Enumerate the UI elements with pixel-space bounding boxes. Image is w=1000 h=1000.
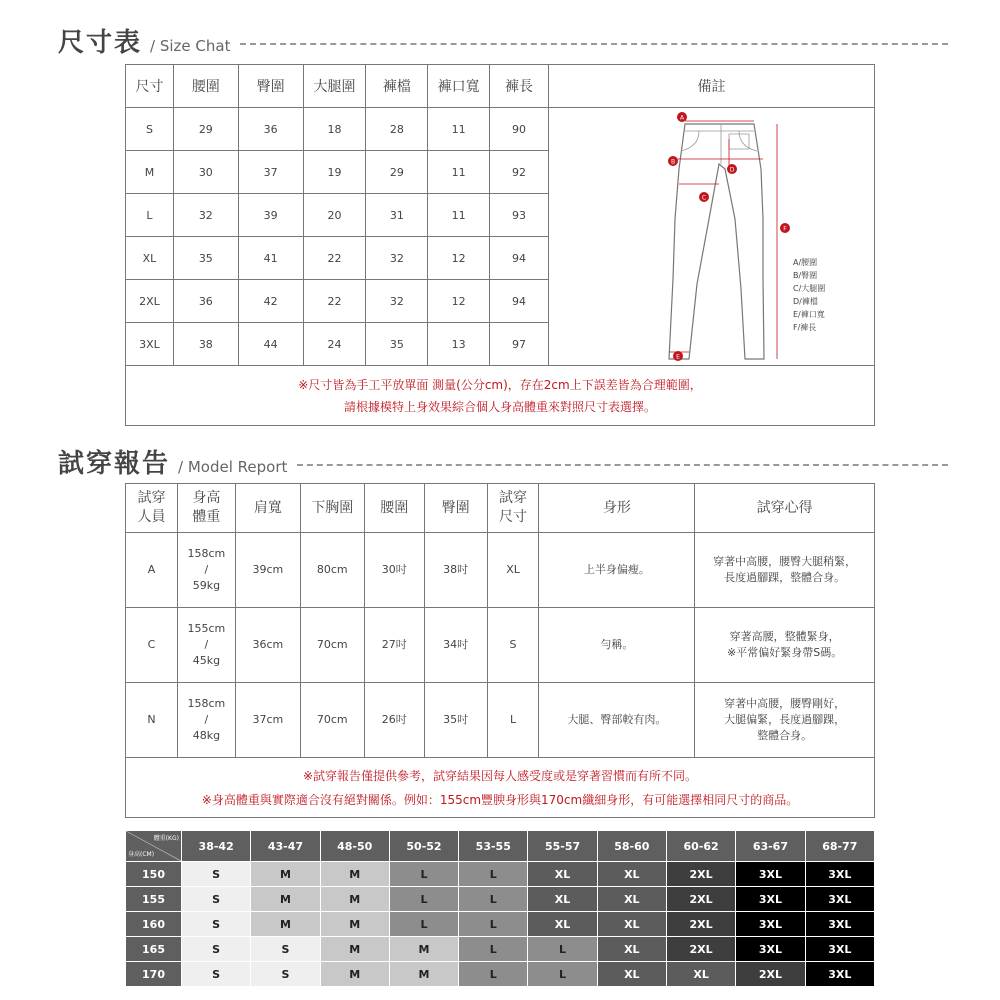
size-subtitle: / Size Chat: [150, 37, 231, 55]
header-line: 試穿: [499, 490, 528, 506]
svg-text:E: E: [676, 353, 680, 360]
table-row: [126, 366, 875, 426]
size-cell: 24: [303, 323, 366, 366]
size-cell: L: [126, 194, 174, 237]
model-sep: /: [204, 638, 209, 651]
weight-range: 43-47: [251, 831, 320, 862]
model-header-cell: [177, 484, 235, 533]
diagram-cell: [548, 108, 874, 366]
recommended-size: L: [459, 887, 528, 912]
table-row: [126, 758, 875, 818]
recommended-size: M: [320, 937, 389, 962]
recommended-size: M: [320, 887, 389, 912]
recommended-size: L: [459, 937, 528, 962]
recommended-size: XL: [528, 912, 597, 937]
table-row: [126, 683, 875, 758]
recommended-size: M: [251, 862, 320, 887]
header-line: 身形: [602, 499, 631, 516]
recommended-size: M: [389, 937, 458, 962]
size-cell: 36: [238, 108, 303, 151]
size-cell: 36: [173, 280, 238, 323]
recommended-size: S: [182, 937, 251, 962]
model-title: 試穿報告: [58, 449, 171, 479]
model-hip: 34吋: [424, 608, 487, 683]
legend-item: C/大腿圍: [793, 284, 826, 293]
measure-marker-e: [673, 351, 683, 361]
recommended-size: S: [182, 912, 251, 937]
header-line: 下胸圍: [311, 499, 354, 516]
measure-marker-f: [780, 223, 790, 233]
size-cell: 20: [303, 194, 366, 237]
recommended-size: S: [182, 887, 251, 912]
recommended-size: L: [389, 887, 458, 912]
size-cell: 2XL: [126, 280, 174, 323]
recommended-size: XL: [666, 962, 735, 987]
size-cell: 29: [173, 108, 238, 151]
weight-range: 38-42: [182, 831, 251, 862]
size-cell: 97: [490, 323, 549, 366]
size-cell: 12: [428, 280, 490, 323]
height-value: 150: [126, 862, 182, 887]
model-section-title: [58, 443, 948, 480]
weight-range: 60-62: [666, 831, 735, 862]
comment-line: 大腿偏緊，長度過腳踝，: [724, 713, 846, 726]
model-comment: [695, 683, 875, 758]
size-header-cell: 褲口寬: [428, 65, 490, 108]
table-row: [126, 608, 875, 683]
recommended-size: XL: [597, 912, 666, 937]
table-row: [126, 533, 875, 608]
title-divider: [297, 464, 948, 466]
model-weight: 59kg: [192, 579, 221, 592]
size-cell: 32: [366, 237, 428, 280]
size-cell: 12: [428, 237, 490, 280]
weight-range: 53-55: [459, 831, 528, 862]
model-header-cell: [539, 484, 695, 533]
size-header-cell: 腰圍: [173, 65, 238, 108]
model-shape: 大腿、臀部較有肉。: [539, 683, 695, 758]
model-table: [125, 483, 875, 818]
recommended-size: L: [389, 912, 458, 937]
table-row: [126, 887, 875, 912]
recommended-size: L: [459, 962, 528, 987]
size-header-cell: 備註: [548, 65, 874, 108]
recommended-size: 2XL: [666, 937, 735, 962]
recommended-size: XL: [528, 887, 597, 912]
svg-text:C: C: [701, 194, 707, 201]
height-value: 155: [126, 887, 182, 912]
model-header-cell: [487, 484, 539, 533]
header-line: 肩寬: [253, 499, 282, 516]
model-note-line: ※試穿報告僅提供參考，試穿結果因每人感受度或是穿著習慣而有所不同。: [302, 768, 698, 783]
recommended-size: L: [389, 862, 458, 887]
model-chest: 80cm: [300, 533, 364, 608]
size-cell: 92: [490, 151, 549, 194]
model-size: L: [487, 683, 539, 758]
header-line: 腰圍: [380, 499, 409, 516]
recommended-size: XL: [597, 887, 666, 912]
model-waist: 26吋: [364, 683, 424, 758]
table-row: [126, 831, 875, 862]
size-cell: 38: [173, 323, 238, 366]
diagram-legend: [793, 256, 825, 334]
header-line: 尺寸: [499, 509, 528, 525]
measure-marker-d: [727, 164, 737, 174]
recommended-size: 2XL: [736, 962, 805, 987]
model-header-cell: [364, 484, 424, 533]
recommended-size: L: [528, 962, 597, 987]
size-cell: 37: [238, 151, 303, 194]
recommended-size: 2XL: [666, 887, 735, 912]
comment-line: 穿著高腰，整體緊身，: [729, 630, 840, 643]
model-sep: /: [204, 713, 209, 726]
recommended-size: 3XL: [736, 862, 805, 887]
header-line: 人員: [137, 509, 166, 525]
header-line: 臀圍: [441, 499, 470, 516]
model-header-cell: [235, 484, 300, 533]
model-height: 155cm: [187, 622, 226, 635]
recommended-size: 3XL: [805, 887, 874, 912]
recommended-size: 3XL: [805, 912, 874, 937]
svg-text:F: F: [783, 225, 787, 232]
model-size: XL: [487, 533, 539, 608]
legend-item: E/褲口寬: [793, 310, 825, 319]
header-line: 試穿: [137, 490, 166, 506]
recommended-size: 3XL: [736, 937, 805, 962]
recommended-size: M: [251, 912, 320, 937]
model-sep: /: [204, 563, 209, 576]
model-height: 158cm: [187, 547, 226, 560]
model-size: S: [487, 608, 539, 683]
model-shoulder: 37cm: [235, 683, 300, 758]
recommended-size: M: [320, 912, 389, 937]
size-cell: 11: [428, 151, 490, 194]
model-name: A: [126, 533, 178, 608]
recommended-size: L: [459, 912, 528, 937]
model-header-cell: [695, 484, 875, 533]
table-row: [126, 108, 875, 151]
model-height-weight: [177, 533, 235, 608]
size-cell: 35: [173, 237, 238, 280]
legend-item: D/褲檔: [793, 297, 818, 306]
model-shoulder: 36cm: [235, 608, 300, 683]
weight-range: 55-57: [528, 831, 597, 862]
comment-line: ※平常偏好緊身帶S碼。: [727, 646, 843, 659]
model-chest: 70cm: [300, 608, 364, 683]
title-divider: [240, 43, 948, 45]
size-cell: 94: [490, 237, 549, 280]
weight-range: 48-50: [320, 831, 389, 862]
size-header-cell: 褲檔: [366, 65, 428, 108]
model-shape: 勻稱。: [539, 608, 695, 683]
legend-item: F/褲長: [793, 323, 817, 332]
size-cell: 44: [238, 323, 303, 366]
size-cell: 13: [428, 323, 490, 366]
recommended-size: 2XL: [666, 862, 735, 887]
recommended-size: L: [459, 862, 528, 887]
model-chest: 70cm: [300, 683, 364, 758]
table-row: [126, 862, 875, 887]
measure-marker-c: [699, 192, 709, 202]
model-header-cell: [300, 484, 364, 533]
recommended-size: M: [320, 862, 389, 887]
comment-line: 整體合身。: [757, 729, 813, 742]
model-height: 158cm: [187, 697, 226, 710]
header-line: 身高: [192, 490, 221, 506]
model-waist: 27吋: [364, 608, 424, 683]
size-table: [125, 64, 875, 426]
size-cell: 32: [366, 280, 428, 323]
size-cell: 22: [303, 280, 366, 323]
size-cell: 31: [366, 194, 428, 237]
measure-marker-b: [668, 156, 678, 166]
model-note: [126, 758, 875, 818]
size-cell: 93: [490, 194, 549, 237]
size-note-line: 請根據模特上身效果綜合個人身高體重來對照尺寸表選擇。: [343, 399, 656, 414]
model-weight: 48kg: [192, 729, 221, 742]
recommended-size: S: [251, 962, 320, 987]
model-waist: 30吋: [364, 533, 424, 608]
recommended-size: XL: [597, 937, 666, 962]
comment-line: 長度過腳踝，整體合身。: [724, 571, 846, 584]
legend-item: B/臀圍: [793, 271, 818, 280]
size-cell: 30: [173, 151, 238, 194]
size-recommend-table: [125, 830, 875, 987]
size-cell: 39: [238, 194, 303, 237]
size-cell: 19: [303, 151, 366, 194]
model-weight: 45kg: [192, 654, 221, 667]
size-header-cell: 褲長: [490, 65, 549, 108]
size-cell: M: [126, 151, 174, 194]
height-value: 160: [126, 912, 182, 937]
size-cell: 32: [173, 194, 238, 237]
size-header-cell: 尺寸: [126, 65, 174, 108]
header-line: 試穿心得: [756, 499, 813, 516]
weight-range: 58-60: [597, 831, 666, 862]
height-value: 165: [126, 937, 182, 962]
table-row: [126, 937, 875, 962]
legend-item: A/腰圍: [793, 258, 818, 267]
size-cell: S: [126, 108, 174, 151]
size-note-line: ※尺寸皆為手工平放單面 測量(公分cm)，存在2cm上下誤差皆為合理範圍，: [298, 377, 702, 392]
model-subtitle: / Model Report: [178, 458, 288, 476]
model-header-cell: [126, 484, 178, 533]
recommended-size: M: [389, 962, 458, 987]
size-cell: XL: [126, 237, 174, 280]
recommended-size: 3XL: [736, 912, 805, 937]
recommended-size: 3XL: [805, 962, 874, 987]
size-cell: 35: [366, 323, 428, 366]
size-cell: 41: [238, 237, 303, 280]
comment-line: 穿著中高腰，腰臀大腿稍緊，: [713, 555, 857, 568]
recommended-size: M: [320, 962, 389, 987]
size-title: 尺寸表: [58, 28, 143, 58]
recommended-size: L: [528, 937, 597, 962]
weight-axis-label: 體重(KG): [153, 835, 179, 842]
height-value: 170: [126, 962, 182, 987]
model-comment: [695, 533, 875, 608]
corner-cell: [126, 831, 182, 862]
size-cell: 11: [428, 108, 490, 151]
model-name: C: [126, 608, 178, 683]
model-note-line: ※身高體重與實際適合沒有絕對關係。例如：155cm豐腴身形與170cm纖細身形，有可能選擇相同尺寸的商品。: [201, 792, 799, 807]
recommended-size: 3XL: [805, 862, 874, 887]
size-section-title: [58, 22, 948, 59]
size-cell: 94: [490, 280, 549, 323]
table-row: [126, 912, 875, 937]
recommended-size: 3XL: [805, 937, 874, 962]
recommended-size: 3XL: [736, 887, 805, 912]
size-cell: 3XL: [126, 323, 174, 366]
weight-range: 68-77: [805, 831, 874, 862]
model-header-cell: [424, 484, 487, 533]
recommended-size: S: [182, 962, 251, 987]
model-hip: 38吋: [424, 533, 487, 608]
size-cell: 18: [303, 108, 366, 151]
svg-text:A: A: [679, 114, 685, 121]
size-cell: 11: [428, 194, 490, 237]
weight-range: 63-67: [736, 831, 805, 862]
size-header-cell: 臀圍: [238, 65, 303, 108]
table-row: [126, 962, 875, 987]
recommended-size: 2XL: [666, 912, 735, 937]
model-shoulder: 39cm: [235, 533, 300, 608]
size-note: [126, 366, 875, 426]
size-cell: 29: [366, 151, 428, 194]
measure-marker-a: [677, 112, 687, 122]
model-comment: [695, 608, 875, 683]
recommended-size: S: [182, 862, 251, 887]
recommended-size: XL: [597, 962, 666, 987]
recommended-size: S: [251, 937, 320, 962]
header-line: 體重: [192, 509, 221, 525]
height-axis-label: 身高(CM): [128, 851, 155, 858]
recommended-size: M: [251, 887, 320, 912]
size-cell: 90: [490, 108, 549, 151]
size-cell: 22: [303, 237, 366, 280]
size-cell: 42: [238, 280, 303, 323]
svg-text:D: D: [729, 166, 735, 173]
recommended-size: XL: [597, 862, 666, 887]
model-hip: 35吋: [424, 683, 487, 758]
size-cell: 28: [366, 108, 428, 151]
model-name: N: [126, 683, 178, 758]
model-height-weight: [177, 683, 235, 758]
model-shape: 上半身偏瘦。: [539, 533, 695, 608]
weight-range: 50-52: [389, 831, 458, 862]
size-header-cell: 大腿圍: [303, 65, 366, 108]
recommended-size: XL: [528, 862, 597, 887]
model-height-weight: [177, 608, 235, 683]
svg-text:B: B: [670, 158, 676, 165]
comment-line: 穿著中高腰，腰臀剛好，: [724, 697, 846, 710]
